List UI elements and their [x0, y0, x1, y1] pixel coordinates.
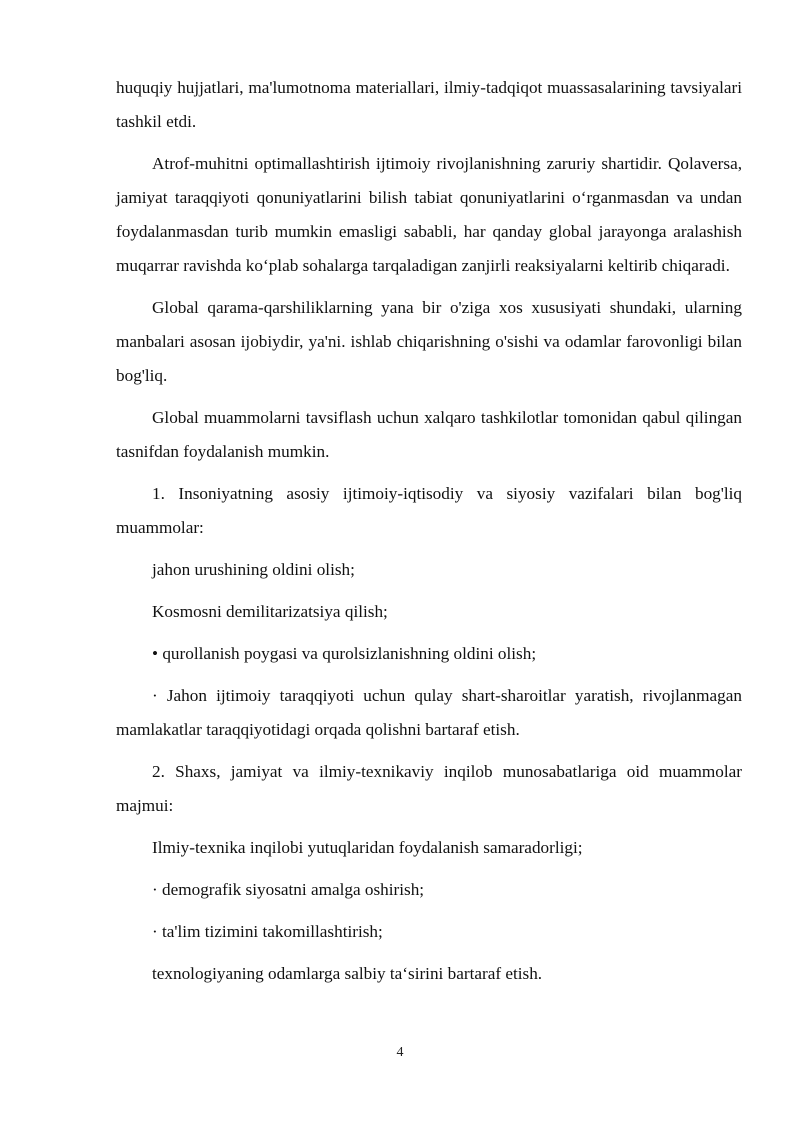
paragraph-continuation: huquqiy hujjatlari, ma'lumotnoma materiallari, ilmiy-tadqiqot muassasalarining tavsiyalari tashkil etdi.	[116, 78, 742, 131]
list-item: jahon urushining oldini olish;	[152, 560, 355, 579]
page-number: 4	[396, 1045, 404, 1060]
list-item: · demografik siyosatni amalga oshirish;	[152, 880, 425, 899]
list-item: texnologiyaning odamlarga salbiy taʻsirini bartaraf etish.	[152, 964, 543, 983]
list-heading-2: 2. Shaxs, jamiyat va ilmiy-texnikaviy inqilob munosabatlariga oid muammolar majmui:	[116, 762, 742, 815]
paragraph-environment: Atrof-muhitni optimallashtirish ijtimoiy rivojlanishning zaruriy shartidir. Qolaversa, jamiyat taraqqiyoti qonuniyatlarini bilish tabiat qonuniyatlarini oʻrganmasdan va undan foydalanmasdan turib mumkin emasligi sababli, har qanday global jarayonga aralashish muqarrar ravishda koʻplab sohalarga tarqaladigan zanjirli reaksiyalarni keltirib chiqaradi.	[116, 154, 742, 275]
list-item: · Jahon ijtimoiy taraqqiyoti uchun qulay shart-sharoitlar yaratish, rivojlanmagan mamlakatlar taraqqiyotidagi orqada qolishni bartaraf etish.	[116, 686, 742, 739]
list-heading-1: 1. Insoniyatning asosiy ijtimoiy-iqtisodiy va siyosiy vazifalari bilan bog'liq muammolar:	[116, 484, 742, 537]
list-item: Kosmosni demilitarizatsiya qilish;	[152, 602, 388, 621]
list-item: Ilmiy-texnika inqilobi yutuqlaridan foydalanish samaradorligi;	[152, 838, 583, 857]
list-item: · ta'lim tizimini takomillashtirish;	[152, 922, 383, 941]
list-item: • qurollanish poygasi va qurolsizlanishning oldini olish;	[152, 644, 537, 663]
paragraph-classification: Global muammolarni tavsiflash uchun xalqaro tashkilotlar tomonidan qabul qilingan tasnifdan foydalanish mumkin.	[116, 408, 742, 461]
paragraph-contradictions: Global qarama-qarshiliklarning yana bir o'ziga xos xususiyati shundaki, ularning manbalari asosan ijobiydir, ya'ni. ishlab chiqarishning o'sishi va odamlar farovonligi bilan bog'liq.	[116, 298, 742, 385]
page-body	[116, 71, 742, 999]
